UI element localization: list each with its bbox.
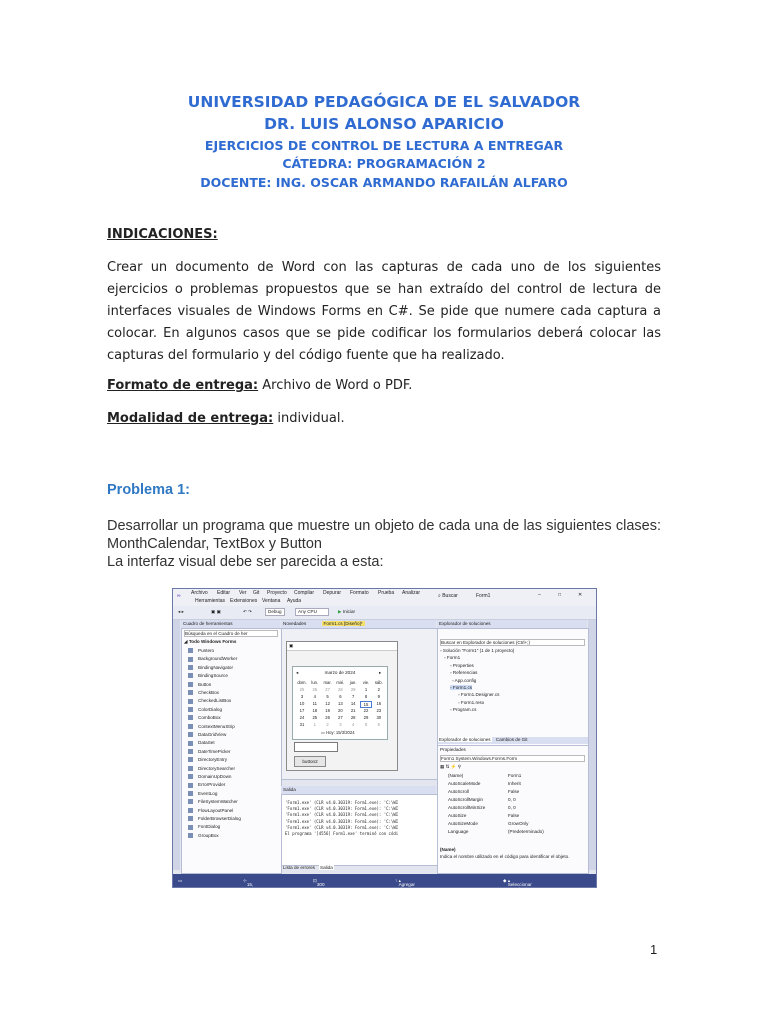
toolbox-item-label: DataSet	[198, 740, 215, 746]
toolbox-item[interactable]	[188, 656, 237, 661]
calendar-date[interactable]: 2	[326, 722, 329, 727]
toolbox-item[interactable]	[188, 682, 211, 687]
next-month-icon[interactable]: ▸	[379, 670, 382, 675]
toolbox-item-icon	[188, 808, 193, 813]
toolbox-item-label: ColorDialog	[198, 706, 223, 712]
calendar-date[interactable]: 26	[312, 687, 318, 692]
property-name: AutoScrollMargin	[448, 797, 483, 802]
status-position: ⊹ 15, 15	[243, 878, 254, 892]
solution-item-label: Properties	[452, 662, 474, 668]
maximize-icon[interactable]: □	[558, 592, 562, 598]
calendar-date[interactable]: 8	[364, 694, 368, 699]
solution-item-label: Form1.Designer.cs	[460, 692, 500, 698]
calendar-month: marzo de 2024	[324, 670, 356, 675]
calendar-day-header: sáb.	[374, 680, 383, 685]
problema-1-description: Desarrollar un programa que muestre un objeto de cada una de las siguientes clases: MonthCalendar, TextBox y Button	[107, 518, 661, 552]
menu-extensiones[interactable]: Extensiones	[230, 598, 258, 604]
toolbox-item-icon	[188, 741, 193, 746]
toolbox-item-icon	[188, 749, 193, 754]
toolbox-item[interactable]	[188, 799, 238, 804]
solution-item-label: Solución "Form1" (1 de 1 proyecto)	[442, 648, 515, 653]
file-icon: ▫	[452, 677, 455, 683]
file-icon: ▫	[458, 699, 461, 705]
toolbox-item[interactable]	[188, 749, 231, 754]
toolbox-item-label: ContextMenuStrip	[198, 723, 235, 729]
calendar-date[interactable]: 4	[313, 694, 316, 699]
calendar-date[interactable]: 29	[350, 687, 356, 692]
course-title: CÁTEDRA: PROGRAMACIÓN 2	[282, 156, 486, 171]
play-icon: ▶	[338, 609, 342, 614]
solution-item-label: Form1	[446, 655, 461, 661]
output-line: El programa '[4556] Form1.exe' terminó con códi	[285, 831, 399, 836]
toolbox-item-label: BindingSource	[198, 673, 228, 679]
calendar-date[interactable]: 30	[376, 715, 382, 720]
calendar-date[interactable]: 14	[350, 701, 356, 706]
toolbox-item[interactable]	[188, 816, 241, 821]
calendar-day-header: vie.	[362, 680, 370, 685]
left-dock-strip	[173, 620, 180, 870]
calendar-date[interactable]: 25	[312, 715, 318, 720]
menu-git[interactable]: Git	[253, 590, 260, 596]
modalidad-line	[107, 411, 661, 426]
toolbox-item-label: FontDialog	[198, 824, 221, 830]
save-icon[interactable]: ▣ ▣	[211, 609, 221, 614]
solution-explorer	[437, 628, 589, 746]
output-line: 'Form1.exe' (CLR v4.0.30319: Form1.exe): 'C:\WI	[285, 800, 399, 805]
calendar-date[interactable]: 10	[299, 701, 305, 706]
toolbox-item-icon	[188, 682, 193, 687]
output-line: 'Form1.exe' (CLR v4.0.30319: Form1.exe): 'C:\WI	[285, 812, 399, 818]
prev-month-icon[interactable]: ◂	[296, 670, 299, 675]
toolbox-item[interactable]	[188, 782, 225, 787]
calendar-date[interactable]: 24	[299, 715, 305, 720]
calendar-date[interactable]: 15	[360, 701, 372, 708]
solution-item-label: Program.cs	[452, 707, 477, 713]
output-title: Salida	[281, 786, 436, 794]
property-value[interactable]: Form1	[508, 773, 522, 778]
calendar-day-header: mar.	[323, 680, 332, 685]
property-name: (Name)	[448, 773, 464, 778]
page-number: 1	[650, 942, 658, 957]
calendar-date[interactable]: 6	[377, 722, 380, 727]
property-name: AutoScaleMode	[448, 781, 481, 786]
properties-title: Propiedades	[440, 747, 466, 752]
menu-editar[interactable]: Editar	[217, 590, 231, 596]
solution-search[interactable]: Buscar en Explorador de soluciones (Ctrl+;)	[440, 639, 585, 646]
toolbox-item-label: DirectoryEntry	[198, 757, 228, 763]
property-value[interactable]: GrowOnly	[508, 821, 529, 826]
calendar-date[interactable]: 5	[364, 722, 368, 727]
form-icon: ▣	[287, 642, 397, 651]
calendar-date[interactable]: 18	[312, 708, 318, 713]
calendar-date[interactable]: 16	[376, 701, 382, 706]
menu-bar	[173, 589, 596, 606]
solution-item-label: Form1.resx	[460, 699, 485, 705]
menu-proyecto[interactable]: Proyecto	[267, 590, 287, 596]
calendar-date[interactable]: 27	[338, 715, 343, 720]
toolbox-item-label: DateTimePicker	[198, 748, 231, 754]
property-value[interactable]: Inherit	[508, 781, 521, 786]
property-name: AutoSize	[448, 813, 467, 818]
toolbox-item-icon	[188, 699, 193, 704]
toolbox-item-icon	[188, 757, 193, 762]
property-name: AutoSizeMode	[448, 821, 478, 826]
calendar-date[interactable]: 28	[338, 687, 343, 692]
toolbox-item[interactable]	[188, 824, 220, 829]
calendar-day-header: mié.	[336, 680, 345, 685]
solution-item-label: Form1.cs	[452, 685, 473, 690]
calendar-date[interactable]: 5	[326, 694, 329, 699]
solution-item[interactable]	[450, 663, 474, 668]
file-icon: ▫	[440, 648, 443, 653]
solution-item[interactable]	[440, 648, 514, 653]
file-icon: ▫	[450, 685, 453, 690]
calendar-date[interactable]: 19	[325, 708, 330, 713]
status-repo[interactable]: ◆ Seleccionar repositorio ▴	[503, 878, 532, 892]
start-button[interactable]: ▶ Iniciar	[338, 609, 356, 614]
toolbox-item-icon	[188, 774, 193, 779]
calendar-date[interactable]: 28	[350, 715, 356, 720]
properties-help-text: Indica el nombre utilizado en el código para identificar el objeto.	[440, 854, 570, 859]
menu-ayuda[interactable]: Ayuda	[287, 598, 302, 604]
file-icon: ▫	[458, 692, 461, 698]
solution-item-label: Referencias	[452, 670, 478, 676]
toolbox-item-label: BindingNavigator	[198, 664, 233, 670]
toolbox-item-icon	[188, 791, 193, 796]
indicaciones-paragraph: Crear un documento de Word con las capturas de cada uno de los siguientes ejercicios o problemas propuestos que se han extraído del control de lectura de interfaces visuales de Windows Forms en C#. Se pide que numere cada captura a colocar. En algunos casos que se pide codificar los formularios deberá colocar las capturas del formulario y del código fuente que ha realizado.	[107, 260, 661, 363]
file-icon: ▫	[444, 655, 447, 661]
output-line: 'Form1.exe' (CLR v4.0.30319: Form1.exe): 'C:\WI	[285, 806, 399, 812]
right-dock-strip	[588, 620, 596, 870]
properties-panel	[437, 745, 589, 874]
toolbox-item-icon	[188, 732, 193, 737]
teacher-name: DOCENTE: ING. OSCAR ARMANDO RAFAILÁN ALFARO	[200, 175, 568, 190]
calendar-date[interactable]: 9	[377, 694, 380, 699]
toolbox-panel	[181, 628, 282, 874]
toolbox-title: Cuadro de herramientas	[181, 620, 280, 628]
toolbox-item-icon	[188, 715, 193, 720]
menu-herramientas[interactable]: Herramientas	[195, 598, 226, 604]
toolbox-item[interactable]	[188, 648, 214, 653]
toolbox-item-label: DomainUpDown	[198, 774, 232, 779]
calendar-date[interactable]: 3	[339, 722, 342, 727]
toolbox-item[interactable]	[188, 791, 217, 796]
toolbox-item-icon	[188, 707, 193, 712]
toolbox-item-label: EventLog	[198, 790, 218, 796]
toolbar	[173, 606, 596, 620]
tab-form-design[interactable]: Form1.cs [Diseño]*	[323, 621, 363, 626]
toolbox-item[interactable]	[188, 766, 235, 771]
toolbox-item-label: CheckedListBox	[198, 698, 232, 704]
toolbox-item-label: DataGridView	[198, 732, 227, 737]
calendar-date[interactable]: 26	[325, 715, 330, 720]
toolbox-item-icon	[188, 724, 193, 729]
toolbox-item-label: Puntero	[198, 648, 215, 653]
formato-line	[107, 378, 661, 393]
calendar-date[interactable]: 1	[313, 722, 316, 727]
toolbox-item[interactable]	[188, 665, 233, 670]
calendar-date[interactable]: 22	[363, 708, 369, 713]
toolbox-item-label: FileSystemWatcher	[198, 799, 238, 805]
back-icon[interactable]: ◂ ▸	[178, 609, 184, 614]
status-bar	[173, 874, 596, 912]
exercise-title: EJERCICIOS DE CONTROL DE LECTURA A ENTREGAR	[204, 138, 564, 153]
properties-toolbar[interactable]: ▦ ⇅ ⚡ ⚲	[440, 764, 462, 769]
toolbox-item-icon	[188, 657, 193, 662]
tab-git-changes[interactable]: Cambios de Git	[495, 737, 528, 742]
calendar-date[interactable]: 20	[338, 708, 343, 713]
calendar-date[interactable]: 7	[352, 694, 355, 699]
toolbox-item-icon	[188, 690, 193, 695]
toolbox-item-icon	[188, 783, 193, 788]
property-value[interactable]: False	[508, 789, 520, 794]
calendar-day-header: lun.	[311, 680, 319, 685]
property-value[interactable]: 0, 0	[508, 797, 516, 802]
toolbox-item-icon	[188, 766, 193, 771]
output-line: 'Form1.exe' (CLR v4.0.30319: Form1.exe): 'C:\WI	[285, 824, 399, 830]
problema-1-instruction: La interfaz visual debe ser parecida a esta:	[107, 554, 384, 570]
problema-1-title: Problema 1:	[107, 482, 190, 498]
tabs-strip	[281, 620, 436, 628]
vs-logo-icon: ∞	[177, 593, 181, 599]
school-name: DR. LUIS ALONSO APARICIO	[264, 115, 504, 133]
undo-icon[interactable]: ↶ ↷	[243, 609, 252, 614]
calendar-date[interactable]: 2	[377, 687, 380, 692]
menu-analizar[interactable]: Analizar	[402, 590, 421, 596]
button2[interactable]: button2	[294, 756, 326, 767]
toolbox-item[interactable]	[188, 690, 219, 695]
calendar-date[interactable]: 29	[363, 715, 369, 720]
calendar-today[interactable]: ▭ Hoy: 15/3/2024	[321, 730, 355, 735]
calendar-date[interactable]: 4	[352, 722, 355, 727]
toolbox-item-icon	[188, 833, 193, 838]
property-name: AutoScroll	[448, 789, 469, 794]
modalidad-value: individual.	[273, 411, 345, 426]
tab-novedades[interactable]: Novedades	[283, 621, 307, 626]
config-select[interactable]: Debug	[265, 608, 285, 616]
solution-item[interactable]	[452, 678, 476, 683]
toolbox-item[interactable]	[188, 715, 221, 720]
toolbox-search[interactable]: Búsqueda en el Cuadro de her	[184, 630, 278, 637]
property-name: AutoScrollMinSize	[448, 805, 486, 810]
toolbox-item-icon	[188, 825, 193, 830]
calendar-date[interactable]: 23	[376, 708, 382, 713]
menu-ventana[interactable]: Ventana	[262, 598, 281, 604]
solution-item[interactable]	[450, 670, 477, 675]
indicaciones-heading: INDICACIONES:	[107, 227, 218, 242]
toolbox-item-label: FolderBrowserDialog	[198, 816, 241, 821]
textbox1[interactable]	[294, 742, 338, 752]
solution-item[interactable]	[458, 692, 499, 697]
calendar-date[interactable]: 6	[339, 694, 342, 699]
output-line: 'Form1.exe' (CLR v4.0.30319: Form1.exe): 'C:\WI	[285, 818, 399, 824]
solution-item[interactable]	[444, 655, 460, 660]
toolbox-item[interactable]	[188, 698, 231, 703]
calendar-day-header: jue.	[349, 680, 357, 685]
menu-formato[interactable]: Formato	[350, 590, 369, 596]
toolbox-item[interactable]	[188, 833, 219, 838]
property-value[interactable]: False	[508, 813, 520, 818]
toolbox-item-label: ErrorProvider	[198, 782, 226, 788]
toolbox-item-label: DirectorySearcher	[198, 765, 236, 771]
close-icon[interactable]: ✕	[578, 592, 583, 598]
property-value[interactable]: (Predeterminado)	[508, 829, 544, 834]
file-icon: ▫	[450, 707, 453, 713]
toolbox-item[interactable]	[188, 740, 215, 745]
calendar-date[interactable]: 31	[299, 722, 305, 727]
formato-label: Formato de entrega:	[107, 378, 259, 393]
toolbox-item-label: BackgroundWorker	[198, 656, 238, 662]
minimize-icon[interactable]: –	[538, 592, 541, 598]
visual-studio-screenshot	[172, 588, 597, 912]
toolbox-item-icon	[188, 665, 193, 670]
output-panel	[281, 794, 438, 866]
toolbox-item[interactable]	[188, 707, 222, 712]
modalidad-label: Modalidad de entrega:	[107, 411, 274, 426]
window-title: Form1	[476, 593, 491, 599]
menu-ver[interactable]: Ver	[239, 590, 247, 596]
solution-tabs	[438, 737, 588, 744]
formato-value: Archivo de Word o PDF.	[258, 378, 413, 393]
status-icon: ▭	[178, 878, 183, 883]
search-box[interactable]: ⌕ Buscar	[438, 593, 458, 599]
tab-output[interactable]: Salida	[320, 865, 333, 870]
toolbox-group[interactable]: ◢ Todo Windows Forms	[184, 639, 237, 644]
toolbox-item[interactable]	[188, 673, 228, 678]
toolbox-item-icon	[188, 799, 193, 804]
file-icon: ▫	[450, 662, 453, 668]
toolbox-item[interactable]	[188, 808, 233, 813]
toolbox-item[interactable]	[188, 732, 226, 737]
toolbox-item[interactable]	[188, 757, 227, 762]
toolbox-item-icon	[188, 816, 193, 821]
toolbox-item-label: FlowLayoutPanel	[198, 807, 234, 813]
calendar-date[interactable]: 21	[350, 708, 356, 713]
calendar-date[interactable]: 13	[338, 701, 343, 706]
tab-solution-explorer[interactable]: Explorador de soluciones	[439, 737, 491, 742]
status-size: ⊡ 300 × 299	[313, 878, 325, 897]
calendar-date[interactable]: 25	[299, 687, 305, 692]
toolbox-item-label: CheckBox	[198, 690, 219, 695]
property-name: Language	[448, 829, 469, 834]
solution-item-label: App.config	[454, 677, 477, 683]
platform-select[interactable]: Any CPU	[295, 608, 329, 616]
toolbox-item-icon	[188, 648, 193, 653]
status-git[interactable]: ↑ Agregar al control de código fuente ▴	[395, 878, 415, 912]
property-value[interactable]: 0, 0	[508, 805, 516, 810]
file-icon: ▫	[450, 670, 453, 676]
solution-item[interactable]	[450, 707, 476, 712]
tab-error-list[interactable]: Lista de errores	[283, 865, 315, 870]
menu-prueba[interactable]: Prueba	[378, 590, 395, 596]
calendar-date[interactable]: 3	[300, 694, 304, 699]
properties-help-title: (Name)	[440, 847, 456, 852]
menu-compilar[interactable]: Compilar	[294, 590, 315, 596]
toolbox-item-label: GroupBox	[198, 832, 219, 838]
menu-depurar[interactable]: Depurar	[323, 590, 342, 596]
calendar-day-header: dom.	[297, 680, 307, 685]
toolbox-item[interactable]	[188, 724, 235, 729]
properties-object[interactable]: Form1 System.Windows.Forms.Form	[440, 755, 585, 762]
calendar-date[interactable]: 27	[325, 687, 330, 692]
solution-title: Explorador de soluciones	[437, 620, 587, 628]
calendar-date[interactable]: 11	[312, 701, 317, 706]
calendar-date[interactable]: 1	[364, 687, 368, 692]
toolbox-item[interactable]	[188, 774, 231, 779]
calendar-date[interactable]: 12	[325, 701, 330, 706]
month-calendar[interactable]	[292, 666, 388, 740]
toolbox-item-icon	[188, 673, 193, 678]
menu-archivo[interactable]: Archivo	[191, 590, 208, 596]
university-title: UNIVERSIDAD PEDAGÓGICA DE EL SALVADOR	[187, 93, 581, 111]
solution-item[interactable]	[450, 685, 472, 690]
calendar-date[interactable]: 17	[299, 708, 305, 713]
solution-item[interactable]	[458, 700, 484, 705]
toolbox-item-label: Button	[198, 681, 212, 687]
toolbox-item-label: ComboBox	[198, 715, 221, 721]
